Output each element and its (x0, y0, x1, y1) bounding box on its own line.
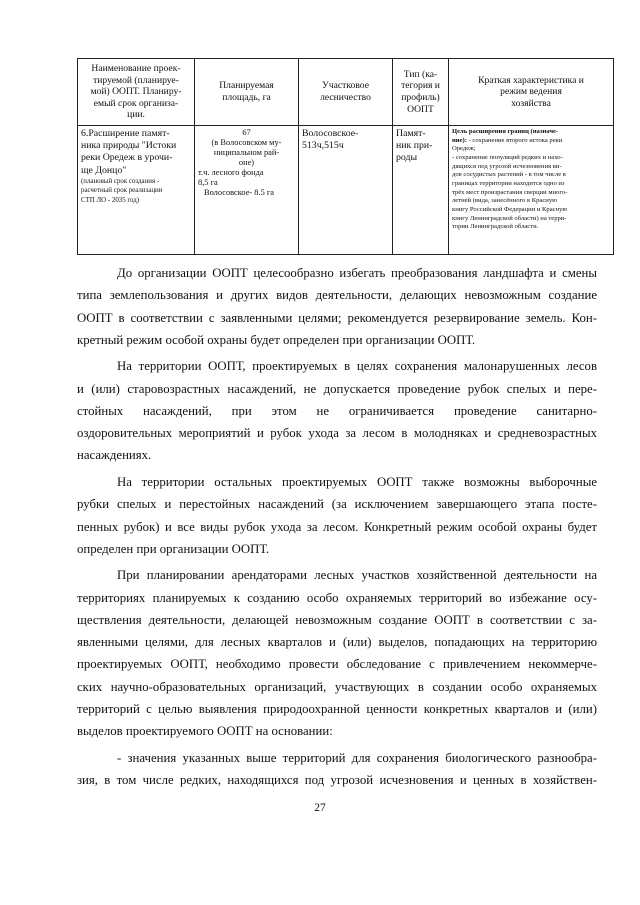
description-line: тории Ленинградской области. (452, 223, 539, 231)
forestry-line: Волосовское- (302, 128, 359, 139)
description-line (452, 137, 610, 146)
forestry-line: 513ч,515ч (302, 140, 344, 152)
cell-area (195, 126, 299, 255)
header-line: тегория и (401, 80, 440, 92)
paragraph-line: пенных рубок) и все виды рубок ухода за лесом. Конкретный режим особой охраны будет (77, 519, 597, 534)
area-line: т.ч. лесного фонда (198, 168, 264, 177)
description-line: дов сосудистых растений - в том числе в (452, 171, 566, 179)
cell-type (393, 126, 449, 255)
header-forestry (299, 59, 393, 126)
header-line: мой) ООПТ. Планиру- (90, 86, 182, 98)
header-line: ООПТ (407, 103, 434, 115)
description-line: летней (вида, занесённого в Красную (452, 197, 558, 205)
paragraph (77, 564, 597, 742)
description-line: дящихся под угрозой исчезновения ви- (452, 162, 562, 170)
paragraph-line: стойных насаждений, при этом не ограничивается проведение санитарно- (77, 403, 597, 418)
paragraph-line: территориях планируемых к созданию особо охраняемых территорий во избежание осу- (77, 590, 597, 605)
area-line: 67 (242, 128, 251, 137)
header-area (195, 59, 299, 126)
body-text (77, 262, 597, 791)
paragraph-line: кретный режим особой охраны будет определен при организации ООПТ. (77, 332, 476, 347)
paragraph-line: зия, в том числе редких, находящихся под угрозой исчезновения и ценных в хозяйствен- (77, 773, 597, 788)
header-type (393, 59, 449, 126)
header-line: Участковое (322, 80, 369, 92)
description-bold: ние): (452, 136, 467, 144)
header-line: Наименование проек- (91, 63, 181, 75)
header-line: Тип (ка- (403, 68, 438, 80)
paragraph-line: рубки спелых и перестойных насаждений (за исключением завершающего этапа посте- (77, 497, 597, 512)
header-line: тируемой (планируе- (93, 74, 179, 86)
paragraph-line: явленными целями, для лесных кварталов и (или) выделов, попадающих на территорию (77, 635, 597, 650)
description-line: книгу Российской Федерации и Красную (452, 205, 568, 213)
description-line: Оредеж; (452, 145, 476, 153)
header-line: режим ведения (500, 86, 562, 98)
paragraph-line: При планировании арендаторами лесных участков хозяйственной деятельности на (117, 568, 597, 583)
paragraph-line: выделов проектируемого ООПТ на основании: (77, 724, 333, 739)
name-note-line: (плановый срок создания - (81, 177, 160, 185)
name-line: ще Донцо" (81, 164, 127, 176)
paragraph-line: На территории остальных проектируемых ООПТ также возможны выборочные (117, 475, 597, 490)
header-line: емый срок организа- (93, 97, 179, 109)
paragraph-line: типа землепользования и других видов деятельности, делающих невозможным создание (77, 288, 597, 303)
header-line: ции. (127, 109, 145, 121)
type-line: ник при- (396, 140, 433, 152)
header-line: Планируемая (219, 80, 274, 92)
description-line: книгу Ленинградской области) на терри- (452, 214, 567, 222)
name-note-line: расчетный срок реализации (81, 187, 163, 195)
paragraph-line: проектируемых ООПТ, необходимо провести обследование с привлечением некоммерче- (77, 657, 597, 672)
cell-name (78, 126, 195, 255)
area-line: оне) (238, 158, 255, 167)
description-line: границах территории находится одно из (452, 179, 565, 187)
paragraph-line: и (или) старовозрастных насаждений, не допускается проведение рубок спелых и пере- (77, 381, 597, 396)
paragraph-line: ских научно-образовательных организаций, участвующих в создании особо охраняемых (77, 679, 597, 694)
description-line: - сохранение популяций редких и нахо- (452, 153, 563, 161)
page-number: 27 (314, 802, 326, 814)
area-line: ниципальном рай- (213, 148, 280, 157)
cell-description (449, 126, 614, 255)
paragraph-line: ООПТ в соответствии с заявленными целями; рекомендуется резервирование земель. Кон- (77, 310, 597, 325)
area-line: (в Волосовском му- (211, 138, 282, 147)
oopt-table (77, 58, 614, 255)
header-line: лесничество (320, 92, 371, 103)
area-line: 8,5 га (198, 178, 218, 187)
name-line: 6.Расширение памят- (81, 128, 170, 139)
table-header-row (78, 59, 614, 126)
paragraph (77, 747, 597, 792)
area-line: Волосовское- 8.5 га (204, 188, 275, 197)
paragraph-line: - значения указанных выше территорий для сохранения биологического разнообра- (117, 750, 597, 765)
paragraph-line: оздоровительных мероприятий и рубок ухода за лесом в молодняках и средневозрастных (77, 426, 597, 441)
description-text: - сохранение второго истока реки (466, 136, 563, 144)
paragraph (77, 262, 597, 351)
header-line: профиль) (401, 92, 440, 103)
paragraph-line: территорий с целью выявления природоохранной ценности конкретных кварталов и (или) (77, 701, 597, 716)
type-line: Памят- (396, 128, 426, 139)
description-line (452, 128, 610, 137)
description-line: трёх мест произрастания сверции много- (452, 188, 568, 196)
paragraph-line: До организации ООПТ целесообразно избегать преобразования ландшафта и смены (117, 266, 597, 280)
type-line: роды (396, 152, 418, 164)
table-row (78, 126, 614, 255)
header-name (78, 59, 195, 126)
header-line: хозяйства (511, 97, 551, 109)
description-bold: Цель расширения границ (назначе- (452, 128, 559, 135)
paragraph-line: насаждениях. (77, 448, 152, 463)
cell-forestry (299, 126, 393, 255)
header-line: площадь, га (222, 92, 271, 103)
paragraph-line: ществления деятельности, делающей невозможным создание ООПТ в соответствии с за- (77, 612, 597, 627)
name-note-line: СТП ЛО - 2035 год) (81, 196, 140, 204)
header-line: Краткая характеристика и (478, 74, 584, 86)
paragraph (77, 471, 597, 560)
name-line: ника природы "Истоки (81, 140, 177, 152)
paragraph-line: определен при организации ООПТ. (77, 541, 270, 556)
name-line: реки Оредеж в урочи- (81, 152, 173, 164)
paragraph-line: На территории ООПТ, проектируемых в целях сохранения малонарушенных лесов (117, 359, 597, 374)
header-description (449, 59, 614, 126)
paragraph (77, 355, 597, 466)
